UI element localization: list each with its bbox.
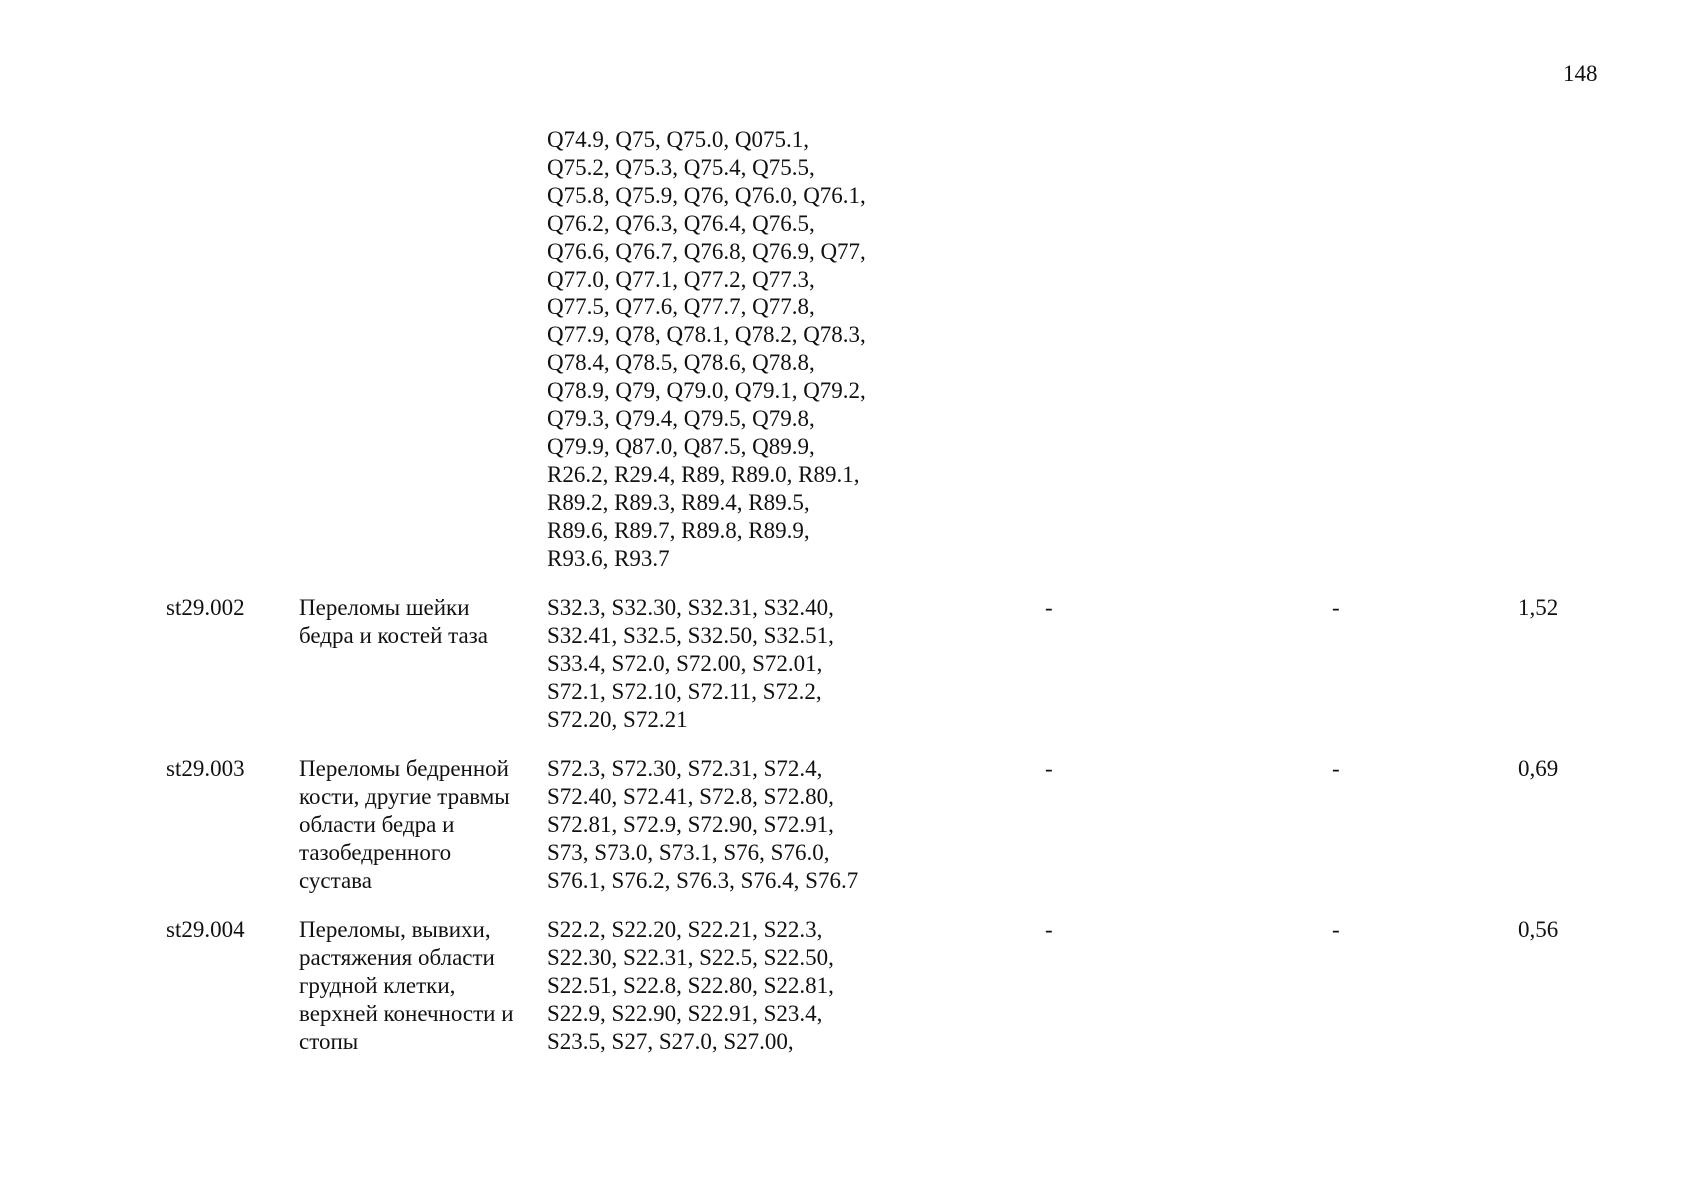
icd-line: Q76.2, Q76.3, Q76.4, Q76.5, — [547, 210, 815, 236]
icd-line: S22.9, S22.90, S22.91, S23.4, — [547, 1000, 823, 1026]
icd-line: S32.41, S32.5, S32.50, S32.51, — [547, 622, 834, 648]
icd-line: S73, S73.0, S73.1, S76, S76.0, — [547, 839, 830, 865]
icd-line: Q74.9, Q75, Q75.0, Q075.1, — [547, 127, 809, 152]
group-name — [299, 755, 544, 895]
name-line: растяжения области — [299, 944, 495, 970]
icd-line: S33.4, S72.0, S72.00, S72.01, — [547, 650, 823, 676]
empty-value-dash: - — [1332, 917, 1340, 942]
icd-line: S72.40, S72.41, S72.8, S72.80, — [547, 783, 834, 809]
empty-value-dash: - — [1045, 756, 1053, 781]
icd-line: Q77.5, Q77.6, Q77.7, Q77.8, — [547, 294, 815, 320]
group-code: st29.003 — [166, 756, 245, 781]
icd-line: Q77.9, Q78, Q78.1, Q78.2, Q78.3, — [547, 322, 866, 348]
continued-icd-codes — [547, 126, 907, 573]
page-number: 148 — [1563, 61, 1598, 86]
icd-line: Q77.0, Q77.1, Q77.2, Q77.3, — [547, 266, 815, 292]
icd-line: S72.20, S72.21 — [547, 706, 688, 732]
name-line: Переломы, вывихи, — [299, 917, 491, 942]
name-line: грудной клетки, — [299, 972, 456, 998]
name-line: верхней конечности и — [299, 1000, 514, 1026]
icd-line: Q78.4, Q78.5, Q78.6, Q78.8, — [547, 350, 815, 376]
icd-line: S22.51, S22.8, S22.80, S22.81, — [547, 972, 834, 998]
coefficient: 0,69 — [1518, 756, 1559, 781]
name-line: стопы — [299, 1028, 359, 1054]
icd-line: R89.2, R89.3, R89.4, R89.5, — [547, 489, 810, 515]
group-name — [299, 916, 544, 1056]
name-line: области бедра и — [299, 811, 455, 837]
name-line: Переломы бедренной — [299, 756, 509, 781]
icd-line: S72.1, S72.10, S72.11, S72.2, — [547, 678, 822, 704]
icd-line: S72.81, S72.9, S72.90, S72.91, — [547, 811, 834, 837]
icd-line: Q79.9, Q87.0, Q87.5, Q89.9, — [547, 433, 815, 459]
icd-line: S22.2, S22.20, S22.21, S22.3, — [547, 917, 823, 942]
icd-line: Q75.8, Q75.9, Q76, Q76.0, Q76.1, — [547, 182, 866, 208]
icd-codes — [547, 755, 947, 895]
icd-line: Q76.6, Q76.7, Q76.8, Q76.9, Q77, — [547, 238, 866, 264]
icd-codes — [547, 594, 947, 734]
icd-line: R93.6, R93.7 — [547, 545, 670, 571]
empty-value-dash: - — [1332, 595, 1340, 620]
icd-line: R26.2, R29.4, R89, R89.0, R89.1, — [547, 461, 860, 487]
icd-line: S22.30, S22.31, S22.5, S22.50, — [547, 944, 834, 970]
empty-value-dash: - — [1045, 595, 1053, 620]
icd-line: Q79.3, Q79.4, Q79.5, Q79.8, — [547, 406, 815, 432]
icd-line: Q75.2, Q75.3, Q75.4, Q75.5, — [547, 154, 815, 180]
name-line: бедра и костей таза — [299, 622, 488, 648]
icd-line: S72.3, S72.30, S72.31, S72.4, — [547, 756, 823, 781]
icd-codes — [547, 916, 947, 1056]
icd-line: Q78.9, Q79, Q79.0, Q79.1, Q79.2, — [547, 378, 866, 404]
name-line: кости, другие травмы — [299, 783, 510, 809]
name-line: тазобедренного — [299, 839, 452, 865]
icd-line: S32.3, S32.30, S32.31, S32.40, — [547, 595, 834, 620]
empty-value-dash: - — [1332, 756, 1340, 781]
group-code: st29.002 — [166, 595, 245, 620]
icd-line: S23.5, S27, S27.0, S27.00, — [547, 1028, 794, 1054]
empty-value-dash: - — [1045, 917, 1053, 942]
coefficient: 0,56 — [1518, 917, 1559, 942]
icd-line: S76.1, S76.2, S76.3, S76.4, S76.7 — [547, 867, 859, 893]
icd-line: R89.6, R89.7, R89.8, R89.9, — [547, 517, 810, 543]
group-code: st29.004 — [166, 917, 245, 942]
name-line: Переломы шейки — [299, 595, 470, 620]
coefficient: 1,52 — [1518, 595, 1559, 620]
name-line: сустава — [299, 867, 372, 893]
group-name — [299, 594, 544, 650]
